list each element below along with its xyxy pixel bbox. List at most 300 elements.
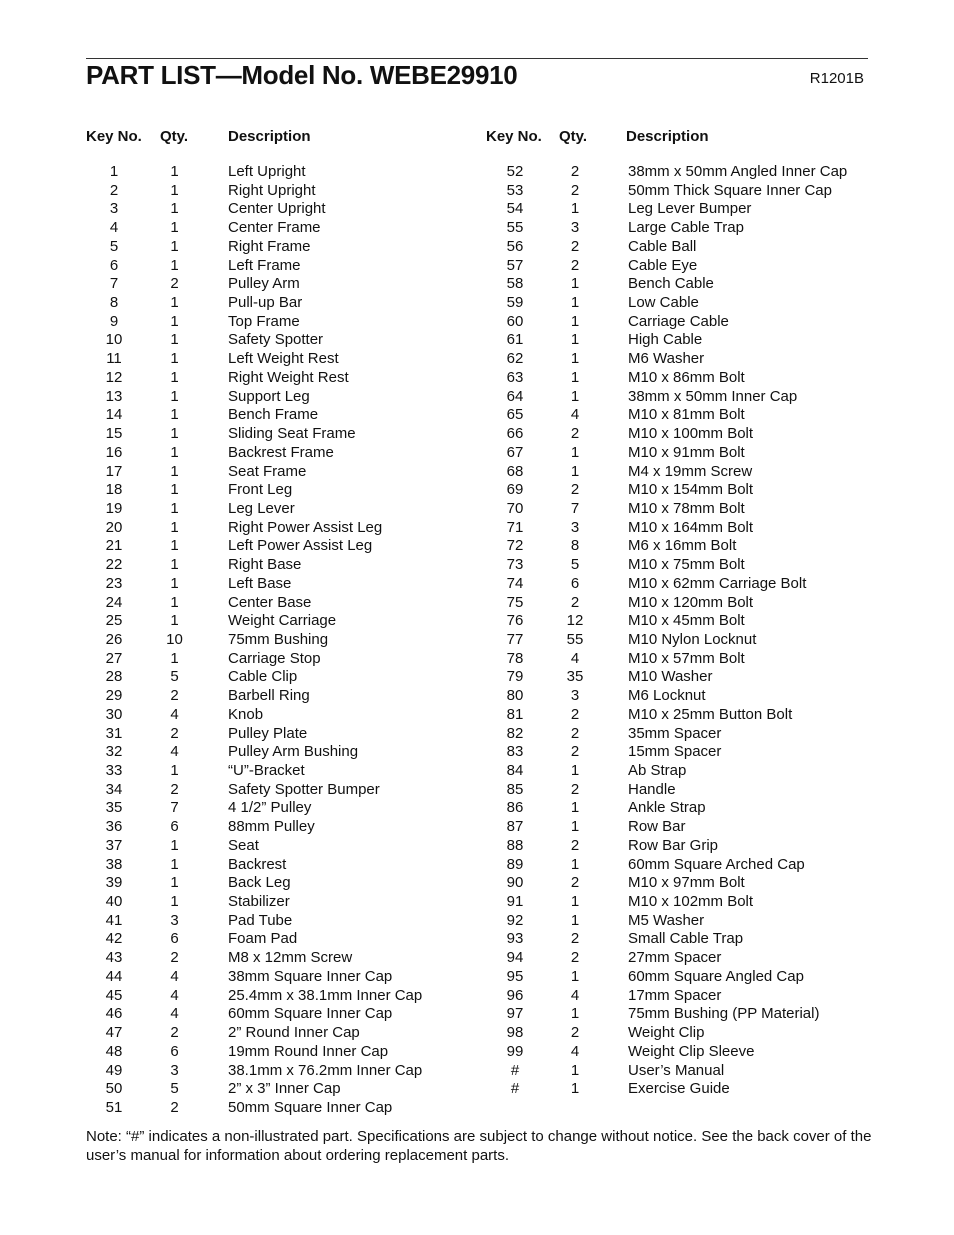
- part-qty: 4: [170, 1005, 179, 1023]
- part-qty: 4: [170, 986, 179, 1004]
- part-key-no: 55: [506, 219, 524, 237]
- part-key-no: 49: [105, 1061, 123, 1079]
- part-key-no: 7: [109, 275, 119, 293]
- part-qty: 2: [570, 743, 580, 761]
- part-description: Center Base: [228, 593, 312, 611]
- part-key-no: 31: [105, 724, 123, 742]
- part-qty: 2: [570, 181, 580, 199]
- part-qty: 1: [170, 537, 179, 555]
- part-row: [86, 594, 466, 613]
- part-row: [486, 537, 868, 556]
- part-description: Exercise Guide: [628, 1080, 730, 1098]
- part-description: M6 Washer: [628, 350, 705, 368]
- part-row: [86, 294, 466, 313]
- part-qty: 1: [570, 443, 580, 461]
- column-header: [486, 128, 868, 146]
- part-description: Backrest: [228, 855, 287, 873]
- part-key-no: 67: [506, 443, 524, 461]
- part-qty: 4: [170, 743, 179, 761]
- part-key-no: 77: [506, 630, 524, 648]
- part-qty: 2: [570, 836, 580, 854]
- part-key-no: 56: [506, 237, 524, 255]
- part-row: [486, 275, 868, 294]
- part-key-no: 22: [105, 556, 123, 574]
- part-description: M10 x 154mm Bolt: [628, 481, 754, 499]
- part-key-no: 48: [105, 1042, 123, 1060]
- part-description: Knob: [228, 705, 264, 723]
- part-key-no: 72: [506, 537, 524, 555]
- part-description: Cable Eye: [628, 256, 698, 274]
- part-key-no: 46: [105, 1005, 123, 1023]
- part-qty: 1: [170, 219, 179, 237]
- part-qty: 1: [170, 556, 179, 574]
- part-key-no: 61: [506, 331, 524, 349]
- part-key-no: 42: [105, 930, 123, 948]
- part-description: Barbell Ring: [228, 687, 310, 705]
- part-row: [86, 856, 466, 875]
- part-qty: 1: [570, 1061, 580, 1079]
- part-key-no: 35: [105, 799, 123, 817]
- part-description: Top Frame: [228, 312, 300, 330]
- part-description: Right Base: [228, 556, 302, 574]
- document-code: R1201B: [809, 70, 864, 87]
- part-row: [486, 200, 868, 219]
- part-row: [86, 537, 466, 556]
- part-row: [486, 706, 868, 725]
- part-qty: 1: [170, 612, 179, 630]
- part-description: Sliding Seat Frame: [228, 425, 356, 443]
- part-description: Left Weight Rest: [228, 350, 339, 368]
- part-qty: 1: [170, 762, 179, 779]
- part-description: Center Upright: [228, 200, 326, 218]
- part-row: [86, 930, 466, 949]
- part-row: [86, 1099, 466, 1118]
- part-row: [86, 575, 466, 594]
- part-key-no: 96: [506, 986, 524, 1004]
- part-key-no: 16: [105, 443, 123, 461]
- part-row: [486, 912, 868, 931]
- part-qty: 2: [570, 425, 580, 443]
- part-row: [86, 968, 466, 987]
- part-description: 2” x 3” Inner Cap: [228, 1080, 341, 1098]
- part-key-no: 20: [105, 518, 123, 536]
- part-key-no: 85: [506, 780, 524, 798]
- part-description: Pull-up Bar: [228, 294, 303, 312]
- part-row: [86, 725, 466, 744]
- part-qty: 1: [170, 406, 179, 424]
- part-description: Row Bar Grip: [628, 836, 719, 854]
- part-qty: 2: [570, 481, 580, 499]
- part-key-no: 39: [105, 874, 123, 892]
- part-qty: 5: [170, 1080, 179, 1098]
- part-description: Foam Pad: [228, 930, 298, 948]
- part-description: M5 Washer: [628, 911, 705, 929]
- part-qty: 1: [570, 893, 580, 911]
- part-description: Pulley Arm Bushing: [228, 743, 359, 761]
- part-row: [86, 1005, 466, 1024]
- part-key-no: 37: [105, 836, 123, 854]
- part-description: Right Frame: [228, 237, 311, 255]
- part-description: M10 x 91mm Bolt: [628, 443, 745, 461]
- part-description: Seat: [228, 836, 259, 854]
- part-key-no: 21: [105, 537, 123, 555]
- part-key-no: 92: [506, 911, 524, 929]
- part-description: 50mm Square Inner Cap: [228, 1098, 393, 1116]
- part-qty: 2: [570, 724, 580, 742]
- part-qty: 2: [170, 1024, 179, 1042]
- part-row: [86, 650, 466, 669]
- part-key-no: 36: [105, 818, 123, 836]
- part-key-no: 28: [105, 668, 123, 686]
- part-key-no: 13: [105, 387, 123, 405]
- parts-list-right: [486, 163, 868, 1099]
- part-row: [486, 818, 868, 837]
- parts-list-left: [86, 163, 466, 1118]
- part-qty: 1: [570, 1080, 580, 1098]
- part-description: M10 Washer: [628, 668, 713, 686]
- part-row: [86, 556, 466, 575]
- part-qty: 1: [170, 350, 179, 368]
- parts-column-left: [86, 128, 466, 1118]
- part-qty: 55: [566, 630, 584, 648]
- part-key-no: 17: [105, 462, 123, 480]
- part-row: [486, 594, 868, 613]
- part-key-no: 83: [506, 743, 524, 761]
- part-qty: 1: [170, 387, 179, 405]
- part-qty: 2: [170, 1098, 179, 1116]
- part-qty: 2: [570, 163, 580, 180]
- part-qty: 3: [170, 911, 179, 929]
- part-row: [486, 163, 868, 182]
- part-key-no: 81: [506, 705, 524, 723]
- part-qty: 1: [170, 481, 179, 499]
- part-description: M10 x 86mm Bolt: [628, 368, 745, 386]
- part-key-no: 6: [109, 256, 119, 274]
- header-qty: Qty.: [160, 128, 189, 145]
- part-row: [86, 275, 466, 294]
- header-description: Description: [626, 128, 709, 145]
- part-key-no: 27: [105, 649, 123, 667]
- part-key-no: 40: [105, 893, 123, 911]
- part-description: M10 x 62mm Carriage Bolt: [628, 574, 807, 592]
- part-description: 75mm Bushing: [228, 630, 329, 648]
- part-qty: 2: [570, 780, 580, 798]
- part-key-no: 80: [506, 687, 524, 705]
- part-description: M10 x 164mm Bolt: [628, 518, 754, 536]
- part-description: Handle: [628, 780, 676, 798]
- part-row: [86, 987, 466, 1006]
- part-row: [86, 631, 466, 650]
- part-row: [486, 294, 868, 313]
- part-row: [486, 762, 868, 781]
- part-row: [486, 799, 868, 818]
- part-qty: 1: [170, 593, 179, 611]
- part-description: 60mm Square Inner Cap: [228, 1005, 393, 1023]
- part-qty: 1: [170, 499, 179, 517]
- part-qty: 1: [170, 462, 179, 480]
- part-key-no: 23: [105, 574, 123, 592]
- part-description: 27mm Spacer: [628, 949, 722, 967]
- part-key-no: 68: [506, 462, 524, 480]
- part-row: [486, 1043, 868, 1062]
- part-description: 15mm Spacer: [628, 743, 722, 761]
- part-description: Seat Frame: [228, 462, 307, 480]
- part-qty: 4: [570, 986, 580, 1004]
- part-qty: 1: [570, 911, 580, 929]
- part-description: M10 x 102mm Bolt: [628, 893, 754, 911]
- part-description: Safety Spotter: [228, 331, 324, 349]
- part-key-no: 12: [105, 368, 123, 386]
- part-key-no: 41: [105, 911, 123, 929]
- part-qty: 1: [570, 799, 580, 817]
- part-qty: 1: [570, 1005, 580, 1023]
- part-description: 88mm Pulley: [228, 818, 315, 836]
- part-qty: 3: [570, 219, 580, 237]
- part-key-no: #: [510, 1080, 520, 1098]
- part-row: [86, 500, 466, 519]
- part-qty: 1: [170, 425, 179, 443]
- part-description: Ankle Strap: [628, 799, 706, 817]
- part-key-no: 10: [105, 331, 123, 349]
- part-qty: 1: [570, 855, 580, 873]
- part-description: 38mm x 50mm Inner Cap: [628, 387, 798, 405]
- part-qty: 6: [170, 818, 179, 836]
- header-qty: Qty.: [559, 128, 588, 145]
- part-key-no: 44: [105, 967, 123, 985]
- part-description: 75mm Bushing (PP Material): [628, 1005, 820, 1023]
- part-qty: 6: [570, 574, 580, 592]
- part-qty: 1: [570, 387, 580, 405]
- part-row: [486, 331, 868, 350]
- part-row: [486, 612, 868, 631]
- part-key-no: 64: [506, 387, 524, 405]
- part-key-no: 30: [105, 705, 123, 723]
- part-qty: 1: [570, 275, 580, 293]
- part-description: 4 1/2” Pulley: [228, 799, 312, 817]
- part-qty: 1: [170, 312, 179, 330]
- part-description: 35mm Spacer: [628, 724, 722, 742]
- part-qty: 4: [570, 1042, 580, 1060]
- part-row: [86, 519, 466, 538]
- parts-column-right: [486, 128, 868, 1099]
- part-key-no: 43: [105, 949, 123, 967]
- part-key-no: 18: [105, 481, 123, 499]
- part-key-no: 90: [506, 874, 524, 892]
- part-row: [86, 425, 466, 444]
- part-qty: 1: [170, 518, 179, 536]
- part-description: Bench Frame: [228, 406, 319, 424]
- part-qty: 1: [570, 462, 580, 480]
- header-key-no: Key No.: [86, 128, 142, 145]
- part-description: M10 x 45mm Bolt: [628, 612, 745, 630]
- part-description: Leg Lever Bumper: [628, 200, 752, 218]
- part-row: [86, 444, 466, 463]
- part-row: [486, 631, 868, 650]
- part-key-no: 29: [105, 687, 123, 705]
- part-description: M10 x 78mm Bolt: [628, 499, 745, 517]
- part-qty: 1: [570, 762, 580, 779]
- part-key-no: 94: [506, 949, 524, 967]
- page-title: PART LIST—Model No. WEBE29910: [86, 60, 518, 90]
- part-description: M10 Nylon Locknut: [628, 630, 757, 648]
- part-row: [486, 519, 868, 538]
- part-row: [86, 238, 466, 257]
- part-qty: 2: [170, 275, 179, 293]
- part-description: User’s Manual: [628, 1061, 725, 1079]
- part-qty: 1: [170, 574, 179, 592]
- part-qty: 4: [170, 967, 179, 985]
- part-row: [86, 687, 466, 706]
- part-qty: 1: [170, 237, 179, 255]
- part-qty: 1: [570, 312, 580, 330]
- part-row: [86, 949, 466, 968]
- part-qty: 1: [170, 163, 179, 180]
- part-qty: 1: [170, 368, 179, 386]
- part-qty: 1: [170, 181, 179, 199]
- part-description: 38mm Square Inner Cap: [228, 967, 393, 985]
- part-row: [86, 406, 466, 425]
- part-row: [86, 257, 466, 276]
- part-qty: 2: [570, 705, 580, 723]
- part-row: [86, 893, 466, 912]
- part-qty: 1: [170, 855, 179, 873]
- part-key-no: #: [510, 1061, 520, 1079]
- part-key-no: 53: [506, 181, 524, 199]
- part-qty: 6: [170, 1042, 179, 1060]
- part-key-no: 99: [506, 1042, 524, 1060]
- part-key-no: 15: [105, 425, 123, 443]
- part-row: [486, 987, 868, 1006]
- part-description: Carriage Stop: [228, 649, 321, 667]
- part-row: [86, 799, 466, 818]
- part-key-no: 2: [109, 181, 119, 199]
- part-key-no: 78: [506, 649, 524, 667]
- part-description: 38mm x 50mm Angled Inner Cap: [628, 163, 848, 180]
- part-key-no: 66: [506, 425, 524, 443]
- part-qty: 1: [170, 200, 179, 218]
- part-key-no: 26: [105, 630, 123, 648]
- part-description: Left Frame: [228, 256, 301, 274]
- part-description: M10 x 57mm Bolt: [628, 649, 745, 667]
- part-key-no: 24: [105, 593, 123, 611]
- part-description: M10 x 97mm Bolt: [628, 874, 745, 892]
- part-key-no: 5: [109, 237, 119, 255]
- part-key-no: 70: [506, 499, 524, 517]
- part-row: [86, 612, 466, 631]
- part-description: Left Base: [228, 574, 292, 592]
- part-qty: 1: [170, 649, 179, 667]
- part-key-no: 71: [506, 518, 524, 536]
- part-qty: 3: [570, 687, 580, 705]
- part-row: [486, 1005, 868, 1024]
- part-row: [486, 1080, 868, 1099]
- part-row: [486, 575, 868, 594]
- part-description: Pad Tube: [228, 911, 293, 929]
- part-row: [86, 350, 466, 369]
- part-description: M6 x 16mm Bolt: [628, 537, 737, 555]
- part-description: 60mm Square Arched Cap: [628, 855, 805, 873]
- part-qty: 2: [570, 237, 580, 255]
- part-description: 60mm Square Angled Cap: [628, 967, 804, 985]
- part-qty: 1: [570, 368, 580, 386]
- part-key-no: 1: [109, 163, 119, 180]
- part-qty: 5: [170, 668, 179, 686]
- part-row: [486, 350, 868, 369]
- part-row: [486, 893, 868, 912]
- part-description: Large Cable Trap: [628, 219, 744, 237]
- part-key-no: 4: [109, 219, 119, 237]
- part-key-no: 75: [506, 593, 524, 611]
- part-qty: 1: [170, 294, 179, 312]
- part-description: Row Bar: [628, 818, 686, 836]
- part-qty: 6: [170, 930, 179, 948]
- part-qty: 10: [166, 630, 183, 648]
- part-qty: 1: [570, 294, 580, 312]
- part-description: M4 x 19mm Screw: [628, 462, 753, 480]
- part-row: [86, 331, 466, 350]
- part-key-no: 79: [506, 668, 524, 686]
- part-row: [86, 762, 466, 781]
- part-description: Right Upright: [228, 181, 316, 199]
- part-description: 25.4mm x 38.1mm Inner Cap: [228, 986, 423, 1004]
- part-key-no: 54: [506, 200, 524, 218]
- part-row: [486, 238, 868, 257]
- part-qty: 1: [170, 836, 179, 854]
- part-row: [86, 463, 466, 482]
- part-row: [86, 743, 466, 762]
- part-qty: 2: [170, 687, 179, 705]
- footnote: Note: “#” indicates a non-illustrated part. Specifications are subject to change without notice. See the back cover of the user’s manual for information about ordering replacement parts.: [86, 1128, 872, 1164]
- part-key-no: 58: [506, 275, 524, 293]
- part-key-no: 14: [105, 406, 123, 424]
- part-description: Right Power Assist Leg: [228, 518, 383, 536]
- part-description: Front Leg: [228, 481, 293, 499]
- part-description: Stabilizer: [228, 893, 290, 911]
- part-description: M10 x 75mm Bolt: [628, 556, 745, 574]
- part-row: [486, 650, 868, 669]
- part-key-no: 89: [506, 855, 524, 873]
- part-row: [86, 818, 466, 837]
- part-qty: 2: [570, 874, 580, 892]
- part-row: [486, 1062, 868, 1081]
- part-description: 17mm Spacer: [628, 986, 722, 1004]
- part-description: Support Leg: [228, 387, 310, 405]
- part-row: [486, 949, 868, 968]
- part-qty: 2: [570, 1024, 580, 1042]
- part-row: [486, 856, 868, 875]
- part-row: [486, 668, 868, 687]
- part-qty: 1: [170, 256, 179, 274]
- part-description: M10 x 120mm Bolt: [628, 593, 754, 611]
- part-qty: 1: [570, 818, 580, 836]
- part-row: [86, 781, 466, 800]
- part-row: [86, 706, 466, 725]
- part-description: High Cable: [628, 331, 703, 349]
- part-key-no: 95: [506, 967, 524, 985]
- part-qty: 7: [570, 499, 580, 517]
- part-key-no: 25: [105, 612, 123, 630]
- part-key-no: 86: [506, 799, 524, 817]
- part-row: [486, 388, 868, 407]
- part-row: [86, 668, 466, 687]
- part-row: [486, 725, 868, 744]
- part-description: Cable Ball: [628, 237, 697, 255]
- part-qty: 1: [570, 967, 580, 985]
- part-row: [86, 1062, 466, 1081]
- part-description: 38.1mm x 76.2mm Inner Cap: [228, 1061, 423, 1079]
- part-row: [86, 200, 466, 219]
- part-qty: 1: [570, 350, 580, 368]
